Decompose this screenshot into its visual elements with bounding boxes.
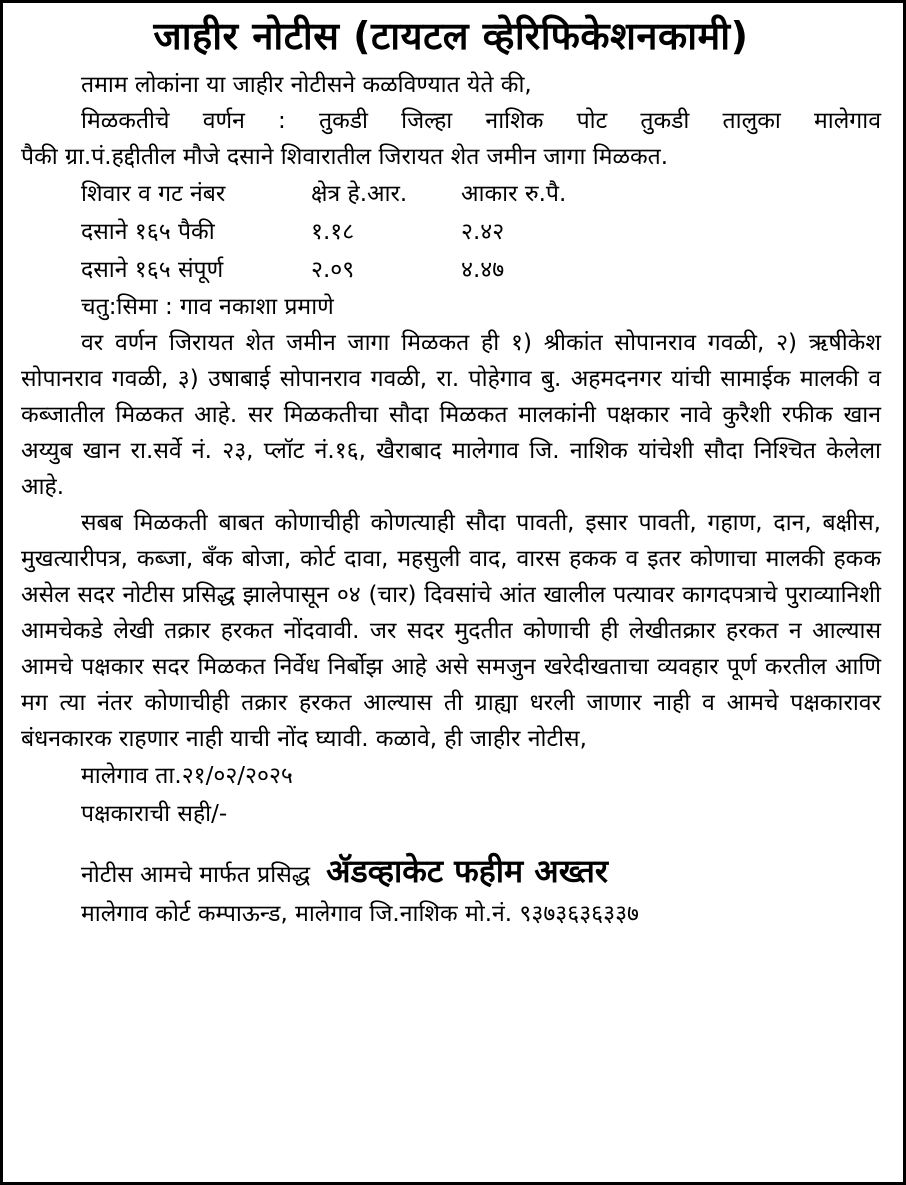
header-survey: शिवार व गट नंबर [81,181,226,207]
header-area: क्षेत्र हे.आर. [311,181,408,207]
advocate-address: मालेगाव कोर्ट कम्पाऊन्ड, मालेगाव जि.नाशिक मो.नं. ९३७३६३६३३७ [81,901,640,927]
advocate-name: ॲडव्हाकेट फहीम अख्तर [326,852,608,890]
land-table-row [21,213,881,251]
land-table-header [21,175,881,213]
published-by [21,851,881,895]
published-via-text: नोटीस आमचे मार्फत प्रसिद्ध [81,862,311,888]
place-date: मालेगाव ता.२१/०२/२०२५ [81,763,293,789]
row1-area: १.१८ [311,219,355,245]
property-description-line2: पैकी ग्रा.पं.हद्दीतील मौजे दसाने शिवारातील जिरायत शेत जमीन जागा मिळकत. [21,144,669,170]
property-description-line1: मिळकतीचे वर्णन : तुकडी जिल्हा नाशिक पोट तुकडी तालुका मालेगाव [81,108,881,134]
land-table-row [21,251,881,289]
intro-line: तमाम लोकांना या जाहीर नोटीसने कळविण्यात येते की, [81,72,532,98]
notice-title: जाहीर नोटीस (टायटल व्हेरिफिकेशनकामी) [153,14,749,58]
header-assessment: आकार रु.पै. [461,181,567,207]
ownership-paragraph: वर वर्णन जिरायत शेत जमीन जागा मिळकत ही १) श्रीकांत सोपानराव गवळी, २) ऋषीकेश सोपानराव गवळी, ३) उषाबाई सोपानराव गवळी, रा. पोहेगाव बु. अहमदनगर यांची सामाईक मालकी व कब्जातील मिळकत आहे. सर मिळकतीचा सौदा मिळकत मालकांनी पक्षकार नावे कुरैशी रफीक खान अय्युब खान रा.सर्वे नं. २३, प्लॉट नं.१६, खैराबाद मालेगाव जि. नाशिक यांचेशी सौदा निश्चित केलेला आहे. [21,330,881,500]
row2-assessment: ४.४७ [461,257,505,283]
row2-area: २.०९ [311,257,355,283]
row2-survey: दसाने १६५ संपूर्ण [81,257,224,283]
row1-survey: दसाने १६५ पैकी [81,219,215,245]
boundaries-line: चतु:सिमा : गाव नकाशा प्रमाणे [81,294,334,320]
objection-paragraph: सबब मिळकती बाबत कोणाचीही कोणत्याही सौदा पावती, इसार पावती, गहाण, दान, बक्षीस, मुखत्यारीपत्र, कब्जा, बँक बोजा, कोर्ट दावा, महसुली वाद, वारस हकक व इतर कोणाचा मालकी हकक असेल सदर नोटीस प्रसिद्ध झालेपासून ०४ (चार) दिवसांचे आंत खालील पत्यावर कागदपत्राचे पुराव्यानिशी आमचेकडे लेखी तक्रार हरकत नोंदवावी. जर सदर मुदतीत कोणाची ही लेखीतक्रार हरकत न आल्यास आमचे पक्षकार सदर मिळकत निर्वेध निर्बोझ आहे असे समजुन खरेदीखताचा व्यवहार पूर्ण करतील आणि मग त्या नंतर कोणाचीही तक्रार हरकत आल्यास ती ग्राह्या धरली जाणार नाही व आमचे पक्षकारावर बंधनकारक राहणार नाही याची नोंद घ्यावी. कळावे, ही जाहीर नोटीस, [21,510,881,752]
row1-assessment: २.४२ [461,219,505,245]
client-signature: पक्षकाराची सही/- [81,801,228,827]
